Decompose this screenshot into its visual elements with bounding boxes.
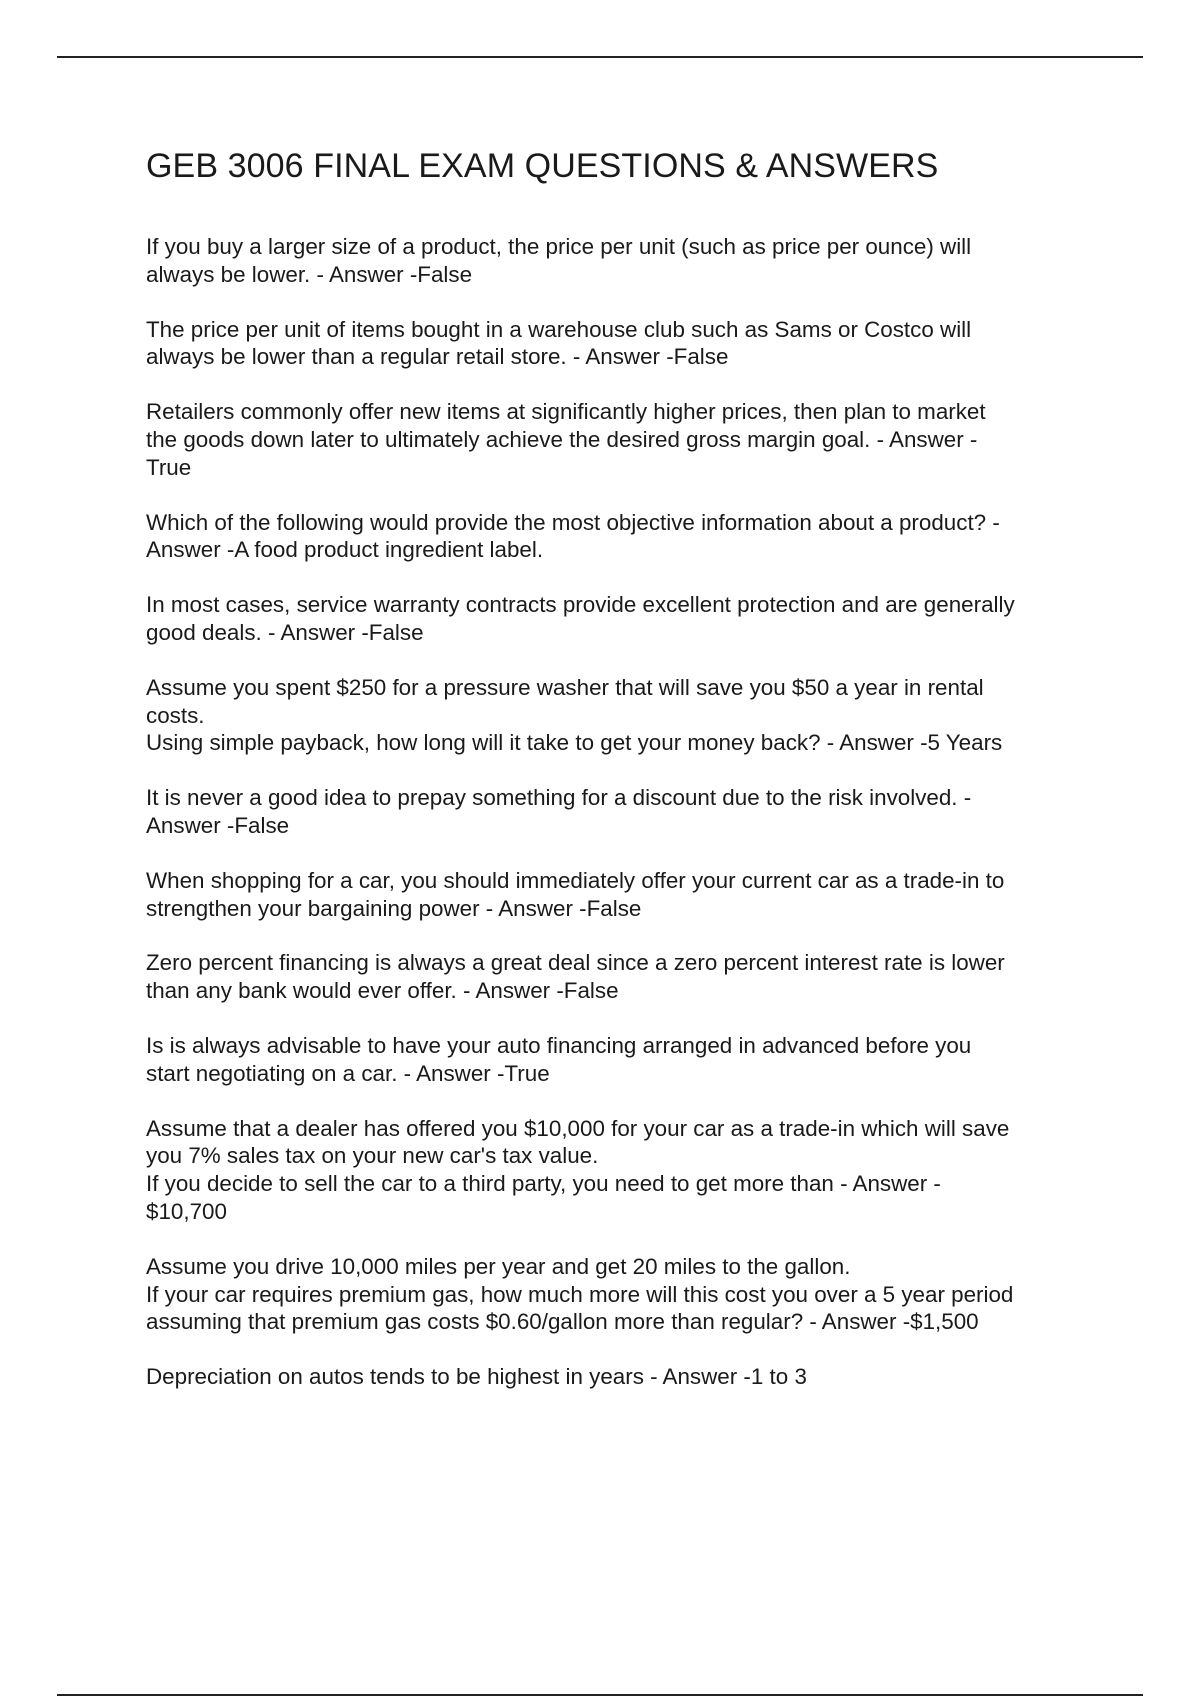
question-answer-item — [146, 233, 1094, 289]
question-answer-item — [146, 398, 1094, 481]
question-answer-item — [146, 1363, 1094, 1391]
question-answer-item — [146, 591, 1094, 647]
question-answer-item — [146, 674, 1094, 757]
question-answer-line: The price per unit of items bought in a warehouse club such as Sams or Costco will — [146, 316, 972, 342]
question-answer-line: costs. — [146, 702, 205, 728]
document-title: GEB 3006 FINAL EXAM QUESTIONS & ANSWERS — [146, 147, 939, 185]
question-answer-line: good deals. - Answer -False — [146, 619, 424, 645]
question-answer-line: Assume you drive 10,000 miles per year and get 20 miles to the gallon. — [146, 1253, 851, 1279]
question-answer-line: If you decide to sell the car to a third party, you need to get more than - Answer - — [146, 1171, 941, 1197]
question-answer-item — [146, 1032, 1094, 1088]
document-content — [146, 142, 1094, 1418]
top-divider — [57, 56, 1143, 58]
question-answer-item — [146, 1253, 1094, 1336]
question-answer-item — [146, 509, 1094, 565]
question-answer-line: Is is always advisable to have your auto financing arranged in advanced before you — [146, 1032, 972, 1058]
question-answer-line: It is never a good idea to prepay something for a discount due to the risk involved. - — [146, 785, 972, 811]
question-answer-line: start negotiating on a car. - Answer -True — [146, 1060, 550, 1086]
question-answer-line: Retailers commonly offer new items at significantly higher prices, then plan to market — [146, 399, 986, 425]
question-answer-line: you 7% sales tax on your new car's tax value. — [146, 1143, 599, 1169]
question-answer-item — [146, 1115, 1094, 1226]
question-answer-line: assuming that premium gas costs $0.60/gallon more than regular? - Answer -$1,500 — [146, 1309, 979, 1335]
question-answer-line: always be lower. - Answer -False — [146, 261, 473, 287]
question-answer-line: If you buy a larger size of a product, the price per unit (such as price per ounce) will — [146, 234, 972, 259]
question-answer-line: In most cases, service warranty contracts provide excellent protection and are generally — [146, 592, 1015, 618]
question-answer-line: the goods down later to ultimately achieve the desired gross margin goal. - Answer - — [146, 426, 978, 452]
question-answer-item — [146, 949, 1094, 1005]
question-answer-line: Assume that a dealer has offered you $10,000 for your car as a trade-in which will save — [146, 1115, 1010, 1141]
question-answer-line: Assume you spent $250 for a pressure washer that will save you $50 a year in rental — [146, 674, 984, 700]
question-answer-line: Answer -False — [146, 812, 290, 838]
question-answer-line: Which of the following would provide the most objective information about a product? - — [146, 509, 1000, 535]
question-answer-line: strengthen your bargaining power - Answer -False — [146, 895, 642, 921]
question-answer-line: always be lower than a regular retail store. - Answer -False — [146, 344, 729, 370]
question-answer-item — [146, 316, 1094, 372]
bottom-divider — [57, 1694, 1143, 1696]
question-answer-line: Answer -A food product ingredient label. — [146, 537, 544, 563]
question-answer-item — [146, 867, 1094, 923]
question-answer-line: If your car requires premium gas, how much more will this cost you over a 5 year period — [146, 1281, 1014, 1307]
question-answer-line: When shopping for a car, you should immediately offer your current car as a trade-in to — [146, 867, 1005, 893]
question-answer-item — [146, 784, 1094, 840]
question-answer-line: Depreciation on autos tends to be highest in years - Answer -1 to 3 — [146, 1364, 807, 1390]
question-answer-line: Using simple payback, how long will it take to get your money back? - Answer -5 Years — [146, 730, 1003, 756]
question-answer-line: $10,700 — [146, 1198, 227, 1224]
question-answer-line: Zero percent financing is always a great deal since a zero percent interest rate is lower — [146, 950, 1005, 976]
question-answer-line: True — [146, 454, 192, 480]
question-answer-line: than any bank would ever offer. - Answer -False — [146, 978, 619, 1004]
question-answer-list — [146, 233, 1094, 1391]
